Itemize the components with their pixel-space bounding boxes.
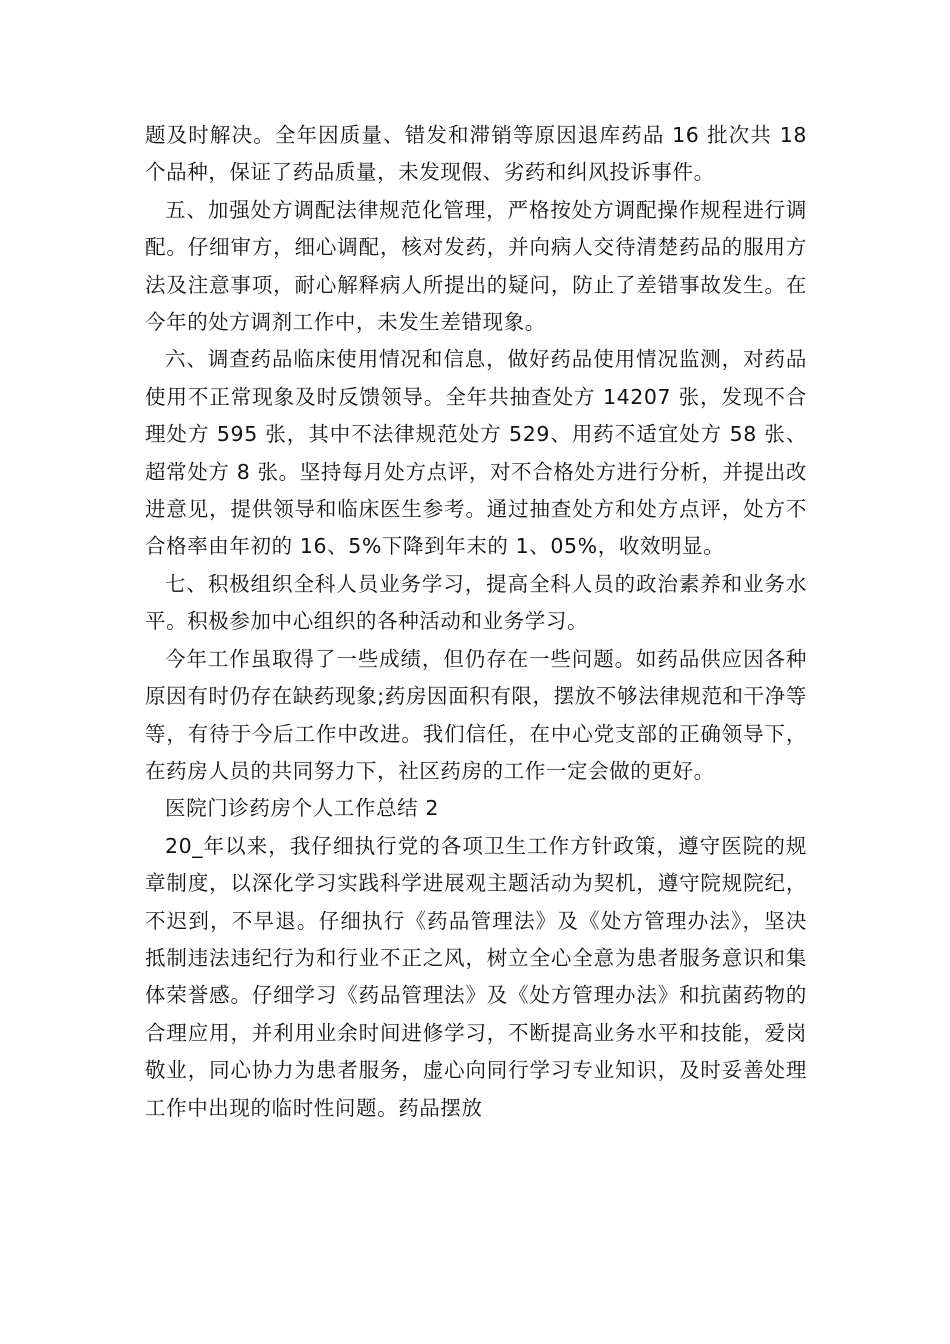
paragraph-summary: 今年工作虽取得了一些成绩，但仍存在一些问题。如药品供应因各种原因有时仍存在缺药现象;药房因面积有限，摆放不够法律规范和干净等等，有待于今后工作中改进。我们信任，在中心党支部的正确领导下，在药房人员的共同努力下，社区药房的工作一定会做的更好。 — [145, 646, 807, 783]
paragraph-quality-returns: 题及时解决。全年因质量、错发和滞销等原因退库药品 16 批次共 18 个品种，保证了药品质量，未发现假、劣药和纠风投诉事件。 — [145, 123, 807, 185]
paragraph-introduction: 20_年以来，我仔细执行党的各项卫生工作方针政策，遵守医院的规章制度，以深化学习实践科学进展观主题活动为契机，遵守院规院纪，不迟到，不早退。仔细执行《药品管理法》及《处方管理办法》，坚决抵制违法违纪行为和行业不正之风，树立全心全意为患者服务意识和集体荣誉感。仔细学习《药品管理法》及《处方管理办法》和抗菌药物的合理应用，并利用业余时间进修学习，不断提高业务水平和技能，爱岗敬业，同心协力为患者服务，虚心向同行学习专业知识，及时妥善处理工作中出现的临时性问题。药品摆放 — [145, 833, 807, 1120]
paragraph-staff-training: 七、积极组织全科人员业务学习，提高全科人员的政治素养和业务水平。积极参加中心组织的各种活动和业务学习。 — [145, 571, 807, 634]
document-body — [145, 117, 807, 1127]
paragraph-prescription-dispensing: 五、加强处方调配法律规范化管理，严格按处方调配操作规程进行调配。仔细审方，细心调配，核对发药，并向病人交待清楚药品的服用方法及注意事项，耐心解释病人所提出的疑问，防止了差错事故发生。在今年的处方调剂工作中，未发生差错现象。 — [145, 197, 807, 335]
paragraph-prescription-review: 六、调查药品临床使用情况和信息，做好药品使用情况监测，对药品使用不正常现象及时反馈领导。全年共抽查处方 14207 张，发现不合理处方 595 张，其中不法律规范处方 529、用药不适宜处方 58 张、超常处方 8 张。坚持每月处方点评，对不合格处方进行分析，并提出改进意见，提供领导和临床医生参考。通过抽查处方和处方点评，处方不合格率由年初的 16、5%下降到年末的 1、05%，收效明显。 — [145, 347, 807, 559]
section-heading: 医院门诊药房个人工作总结 2 — [165, 796, 439, 821]
